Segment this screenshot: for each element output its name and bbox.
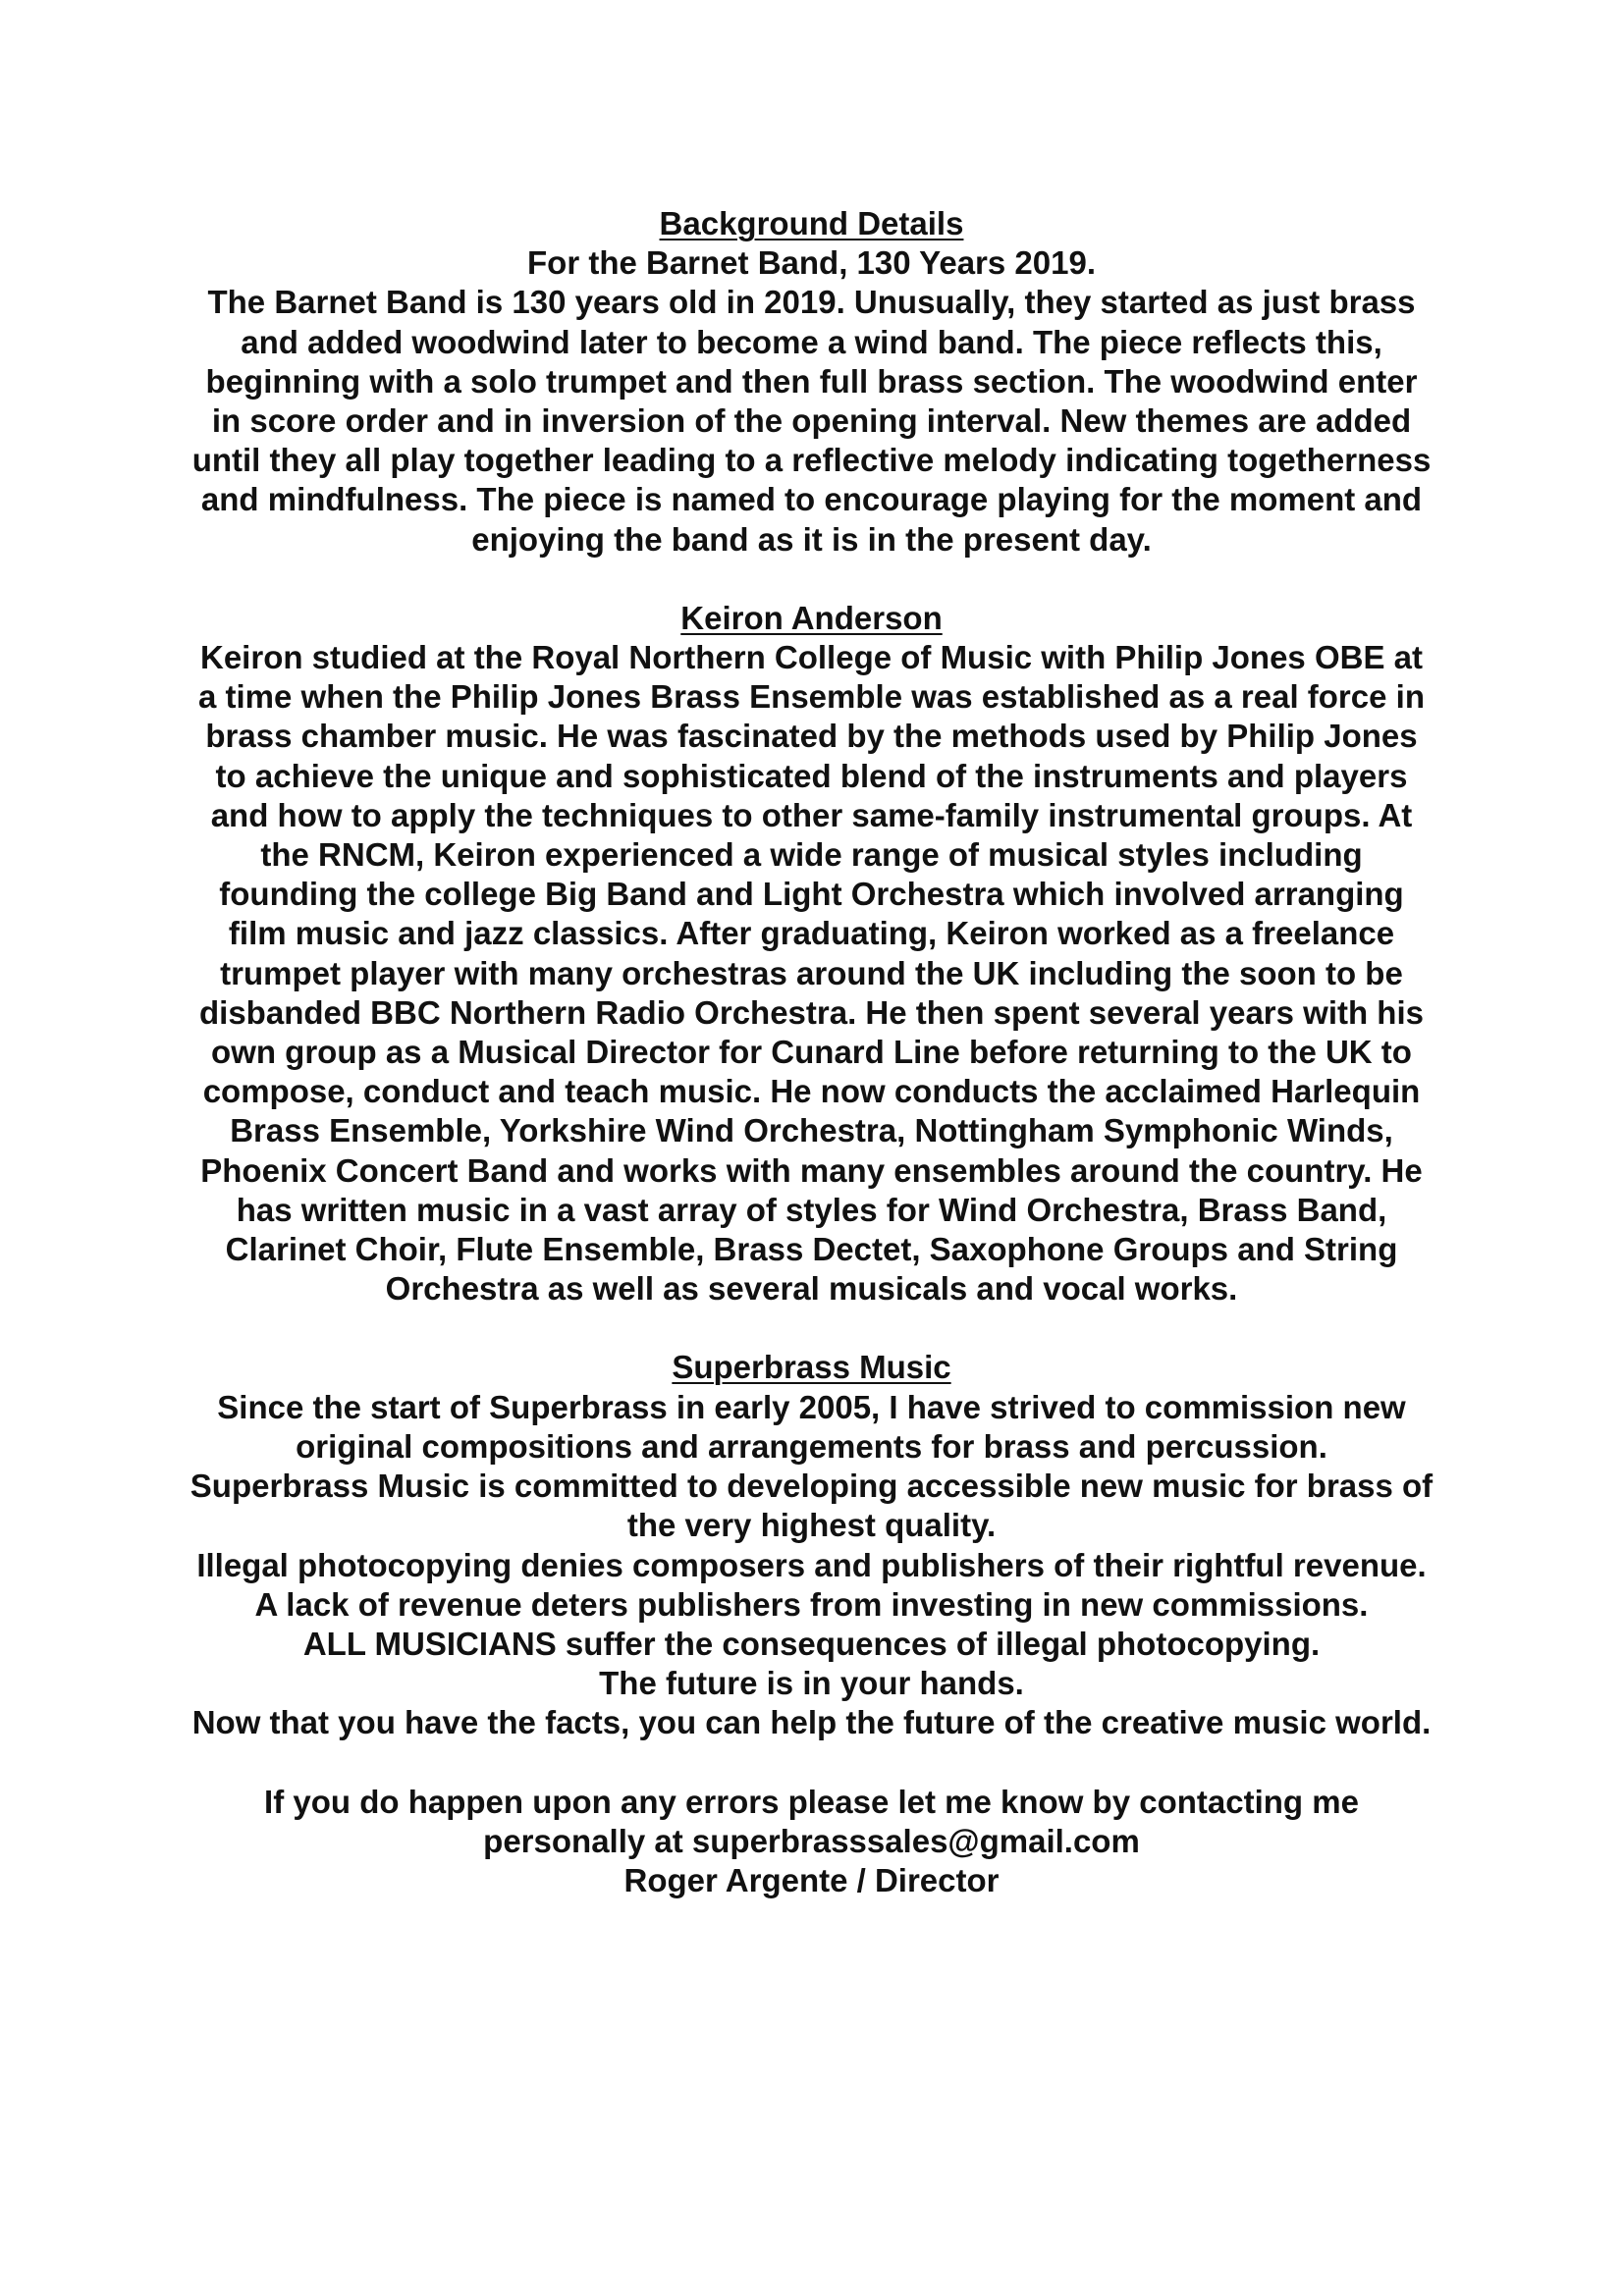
composer-line: to achieve the unique and sophisticated blend of the instruments and players <box>215 757 1408 794</box>
publisher-line: The future is in your hands. <box>599 1665 1024 1702</box>
publisher-heading: Superbrass Music <box>672 1349 951 1386</box>
contact-email-line: personally at superbrasssales@gmail.com <box>483 1822 1140 1859</box>
publisher-line: Superbrass Music is committed to developing accessible new music for brass of <box>189 1468 1434 1505</box>
section-spacer <box>137 560 1486 599</box>
publisher-line: Since the start of Superbrass in early 2005, I have strived to commission new <box>217 1388 1406 1425</box>
composer-line: compose, conduct and teach music. He now conducts the acclaimed Harlequin <box>202 1073 1421 1110</box>
background-line: until they all play together leading to a reflective melody indicating togetherness <box>191 442 1432 479</box>
composer-line: disbanded BBC Northern Radio Orchestra. He then spent several years with his <box>199 993 1424 1031</box>
composer-line: Orchestra as well as several musicals and vocal works. <box>385 1270 1238 1308</box>
composer-line: Keiron studied at the Royal Northern College of Music with Philip Jones OBE at <box>200 639 1423 676</box>
composer-heading: Keiron Anderson <box>680 599 943 636</box>
background-line: beginning with a solo trumpet and then full brass section. The woodwind enter <box>205 362 1418 400</box>
publisher-line: A lack of revenue deters publishers from investing in new commissions. <box>254 1585 1369 1623</box>
publisher-line: Illegal photocopying denies composers and publishers of their rightful revenue. <box>196 1546 1427 1583</box>
background-heading: Background Details <box>659 205 964 241</box>
background-line: enjoying the band as it is in the present day. <box>471 520 1152 558</box>
section-spacer <box>137 1308 1486 1348</box>
section-spacer <box>137 1743 1486 1783</box>
background-line: and mindfulness. The piece is named to encourage playing for the moment and <box>200 481 1423 518</box>
composer-line: trumpet player with many orchestras around the UK including the soon to be <box>220 954 1403 991</box>
publisher-section <box>137 1348 1486 1742</box>
composer-line: founding the college Big Band and Light Orchestra which involved arranging <box>219 876 1404 913</box>
contact-signature: Roger Argente / Director <box>623 1861 1000 1898</box>
composer-line: own group as a Musical Director for Cunard Line before returning to the UK to <box>211 1034 1412 1071</box>
composer-line: film music and jazz classics. After graduating, Keiron worked as a freelance <box>228 915 1395 952</box>
background-subtitle: For the Barnet Band, 130 Years 2019. <box>527 244 1096 282</box>
composer-line: has written music in a vast array of styles for Wind Orchestra, Brass Band, <box>236 1191 1387 1228</box>
composer-line: and how to apply the techniques to other same-family instrumental groups. At <box>210 796 1413 833</box>
document-body <box>137 204 1486 1900</box>
background-line: and added woodwind later to become a wind band. The piece reflects this, <box>241 323 1382 360</box>
composer-line: Phoenix Concert Band and works with many ensembles around the country. He <box>200 1151 1423 1189</box>
composer-line: the RNCM, Keiron experienced a wide range of musical styles including <box>260 836 1363 874</box>
composer-line: Brass Ensemble, Yorkshire Wind Orchestra, Nottingham Symphonic Winds, <box>230 1112 1393 1149</box>
composer-line: brass chamber music. He was fascinated by the methods used by Philip Jones <box>205 718 1418 755</box>
publisher-line: Now that you have the facts, you can help the future of the creative music world. <box>191 1704 1432 1741</box>
contact-line: If you do happen upon any errors please let me know by contacting me <box>264 1783 1359 1820</box>
background-line: The Barnet Band is 130 years old in 2019. Unusually, they started as just brass <box>207 284 1416 321</box>
composer-section <box>137 599 1486 1309</box>
contact-section <box>137 1783 1486 1901</box>
background-section <box>137 204 1486 560</box>
publisher-line: original compositions and arrangements for brass and percussion. <box>296 1427 1327 1465</box>
background-line: in score order and in inversion of the opening interval. New themes are added <box>211 402 1412 440</box>
composer-line: a time when the Philip Jones Brass Ensemble was established as a real force in <box>198 678 1425 716</box>
publisher-line: the very highest quality. <box>626 1507 997 1544</box>
composer-line: Clarinet Choir, Flute Ensemble, Brass Dectet, Saxophone Groups and String <box>225 1231 1398 1268</box>
publisher-line: ALL MUSICIANS suffer the consequences of illegal photocopying. <box>302 1625 1321 1662</box>
